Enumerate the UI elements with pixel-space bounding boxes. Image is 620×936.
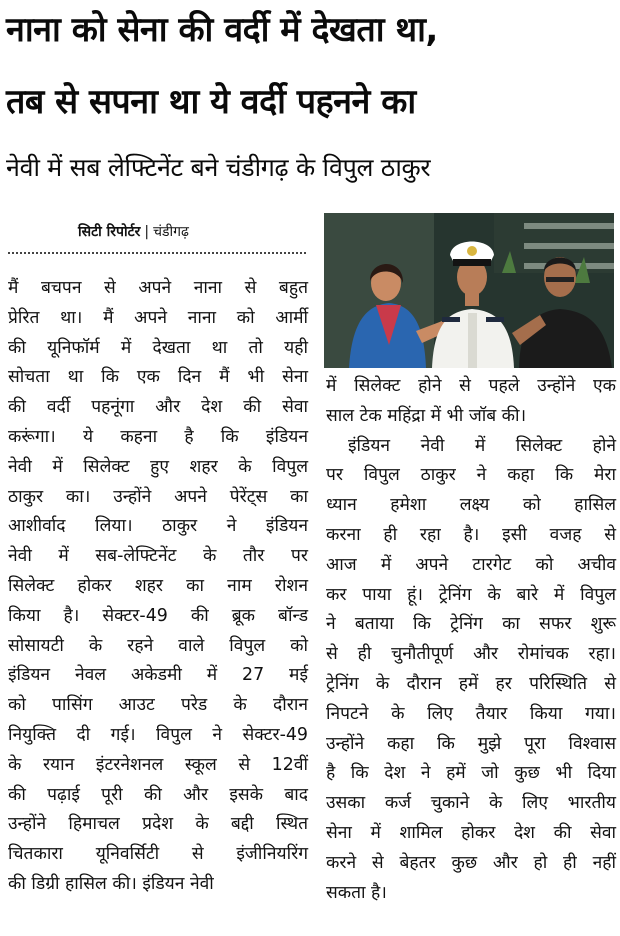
article-line: सेना में शामिल होकर देश की सेवा xyxy=(326,822,616,843)
article-line: में सिलेक्ट होने से पहले उन्होंने एक xyxy=(326,376,616,396)
article-line: इंडियन नेवी में सिलेक्ट होने xyxy=(348,435,616,456)
subheadline: नेवी में सब लेफ्टिनेंट बने चंडीगढ़ के विपुल ठाकुर xyxy=(6,153,431,182)
article-line: पर विपुल ठाकुर ने कहा कि मेरा xyxy=(326,465,616,486)
dotted-divider xyxy=(8,252,306,254)
article-line: नेवी में सिलेक्ट हुए शहर के विपुल xyxy=(8,456,308,477)
article-line: आज में अपने टारगेट को अचीव xyxy=(326,554,616,575)
byline-city: चंडीगढ़ xyxy=(153,224,189,240)
byline xyxy=(78,222,189,241)
article-line: ठाकुर का। उन्होंने अपने पेरेंट्स का xyxy=(8,486,308,507)
article-line: चितकारा यूनिवर्सिटी से इंजीनियरिंग xyxy=(8,844,308,865)
byline-reporter: सिटी रिपोर्टर xyxy=(78,224,141,240)
article-line: करूंगा। ये कहना है कि इंडियन xyxy=(8,426,308,447)
article-line: करना ही रहा है। इसी वजह से xyxy=(326,524,616,545)
article-line: प्रेरित था। मैं अपने नाना को आर्मी xyxy=(8,307,308,328)
article-line: है कि देश ने हमें जो कुछ भी दिया xyxy=(326,763,616,784)
headline-line-1: नाना को सेना की वर्दी में देखता था, xyxy=(6,10,438,50)
headline-line-2: तब से सपना था ये वर्दी पहनने का xyxy=(6,82,416,122)
news-photo xyxy=(324,213,614,368)
article-line: निपटने के लिए तैयार किया गया। xyxy=(326,703,616,724)
article-line: की डिग्री हासिल की। इंडियन नेवी xyxy=(8,873,214,894)
article-line: की यूनिफॉर्म में देखता था तो यही xyxy=(8,337,308,358)
article-column-2 xyxy=(326,372,616,908)
article-line: से ही चुनौतीपूर्ण और रोमांचक रहा। xyxy=(326,644,616,665)
article-line: इंडियन नेवल अकेडमी में 27 मई xyxy=(8,665,308,686)
photo-illustration xyxy=(324,213,614,368)
article-line: को पासिंग आउट परेड के दौरान xyxy=(8,695,308,716)
article-line: की वर्दी पहनूंगा और देश की सेवा xyxy=(8,397,308,418)
article-line: सोसायटी के रहने वाले विपुल को xyxy=(8,635,308,656)
article-line: सोचता था कि एक दिन मैं भी सेना xyxy=(8,367,308,388)
article-line: उसका कर्ज चुकाने के लिए भारतीय xyxy=(326,793,616,814)
article-line: सिलेक्ट होकर शहर का नाम रोशन xyxy=(8,575,308,596)
article-line: ने बताया कि ट्रेनिंग का सफर शुरू xyxy=(326,614,616,635)
article-line: ट्रेनिंग के दौरान हमें हर परिस्थिति से xyxy=(326,673,616,694)
article-line: साल टेक महिंद्रा में भी जॉब की। xyxy=(326,405,527,426)
article-line: उन्होंने हिमाचल प्रदेश के बद्दी स्थित xyxy=(8,814,308,835)
article-line: किया है। सेक्टर-49 की ब्रूक बॉन्ड xyxy=(8,605,308,626)
byline-separator: | xyxy=(144,224,150,240)
article-line: आशीर्वाद लिया। ठाकुर ने इंडियन xyxy=(8,516,308,537)
article-line: की पढ़ाई पूरी की और इसके बाद xyxy=(8,784,308,805)
article-column-1 xyxy=(8,274,308,900)
article-line: नियुक्ति दी गई। विपुल ने सेक्टर-49 xyxy=(8,724,308,745)
article-line: के रयान इंटरनेशनल स्कूल से 12वीं xyxy=(8,754,308,775)
article-line: करने से बेहतर कुछ और हो ही नहीं xyxy=(326,852,616,873)
article-line: मैं बचपन से अपने नाना से बहुत xyxy=(8,278,308,298)
article-line: उन्होंने कहा कि मुझे पूरा विश्वास xyxy=(326,733,616,754)
article-line: कर पाया हूं। ट्रेनिंग के बारे में विपुल xyxy=(326,584,616,605)
article-line: नेवी में सब-लेफ्टिनेंट के तौर पर xyxy=(8,546,308,567)
article-line: ध्यान हमेशा लक्ष्य को हासिल xyxy=(326,495,616,516)
article-line: सकता है। xyxy=(326,882,387,903)
